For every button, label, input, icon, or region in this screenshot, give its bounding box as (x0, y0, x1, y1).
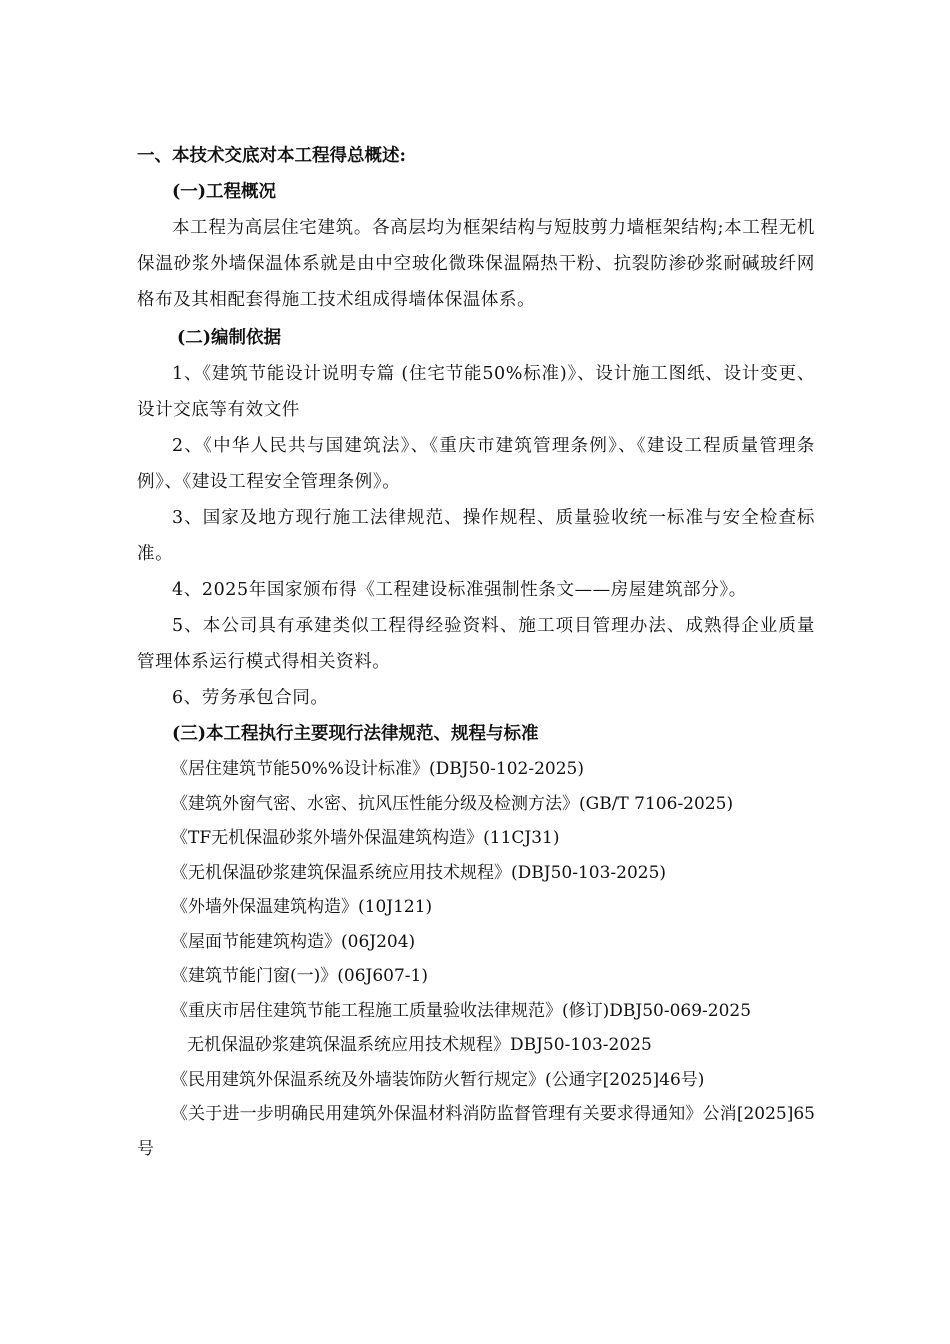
standard-item-10: 《民用建筑外保温系统及外墙装饰防火暂行规定》(公通字[2025]46号) (171, 1069, 705, 1090)
standard-item-2: 《建筑外窗气密、水密、抗风压性能分级及检测方法》(GB/T 7106-2025) (171, 793, 734, 814)
standard-item-6: 《屋面节能建筑构造》(06J204) (171, 931, 416, 952)
standard-item-1: 《居住建筑节能50%%设计标准》(DBJ50-102-2025) (171, 759, 584, 779)
part1-heading: (一)工程概况 (172, 182, 277, 202)
standard-item-5: 《外墙外保温建筑构造》(10J121) (171, 897, 433, 917)
part3-heading: (三)本工程执行主要现行法律规范、规程与标准 (172, 724, 539, 744)
standard-item-8: 《重庆市居住建筑节能工程施工质量验收法律规范》(修订)DBJ50-069-2025 (171, 1000, 752, 1021)
standard-item-7: 《建筑节能门窗(一)》(06J607-1) (171, 966, 428, 986)
basis-item-6: 6、劳务承包合同。 (172, 688, 329, 708)
basis-item-1: 1、《建筑节能设计说明专篇 (住宅节能50%标准)》、设计施工图纸、设计变更、设计交底等有效文件 (137, 364, 815, 420)
basis-item-4: 4、2025年国家颁布得《工程建设标准强制性条文——房屋建筑部分》。 (172, 580, 747, 600)
part2-heading: (二)编制依据 (177, 328, 282, 348)
basis-item-3: 3、国家及地方现行施工法律规范、操作规程、质量验收统一标准与安全检查标准。 (137, 508, 815, 564)
basis-item-5: 5、本公司具有承建类似工程得经验资料、施工项目管理办法、成熟得企业质量管理体系运行模式得相关资料。 (137, 616, 815, 672)
part1-text: 本工程为高层住宅建筑。各高层均为框架结构与短肢剪力墙框架结构;本工程无机保温砂浆外墙保温体系就是由中空玻化微珠保温隔热干粉、抗裂防渗砂浆耐碱玻纤网格布及其相配套得施工技术组成得墙体保温体系。 (137, 218, 815, 310)
document-content (137, 138, 815, 1166)
standard-item-4: 《无机保温砂浆建筑保温系统应用技术规程》(DBJ50-103-2025) (171, 862, 667, 883)
section-title: 一、本技术交底对本工程得总概述: (137, 146, 406, 166)
standard-item-11: 《关于进一步明确民用建筑外保温材料消防监督管理有关要求得通知》公消[2025]65号 (137, 1104, 815, 1159)
basis-item-2: 2、《中华人民共与国建筑法》、《重庆市建筑管理条例》、《建设工程质量管理条例》、《建设工程安全管理条例》。 (137, 436, 815, 492)
standard-item-9: 无机保温砂浆建筑保温系统应用技术规程》DBJ50-103-2025 (187, 1035, 652, 1055)
standard-item-3: 《TF无机保温砂浆外墙外保温建筑构造》(11CJ31) (171, 828, 560, 848)
